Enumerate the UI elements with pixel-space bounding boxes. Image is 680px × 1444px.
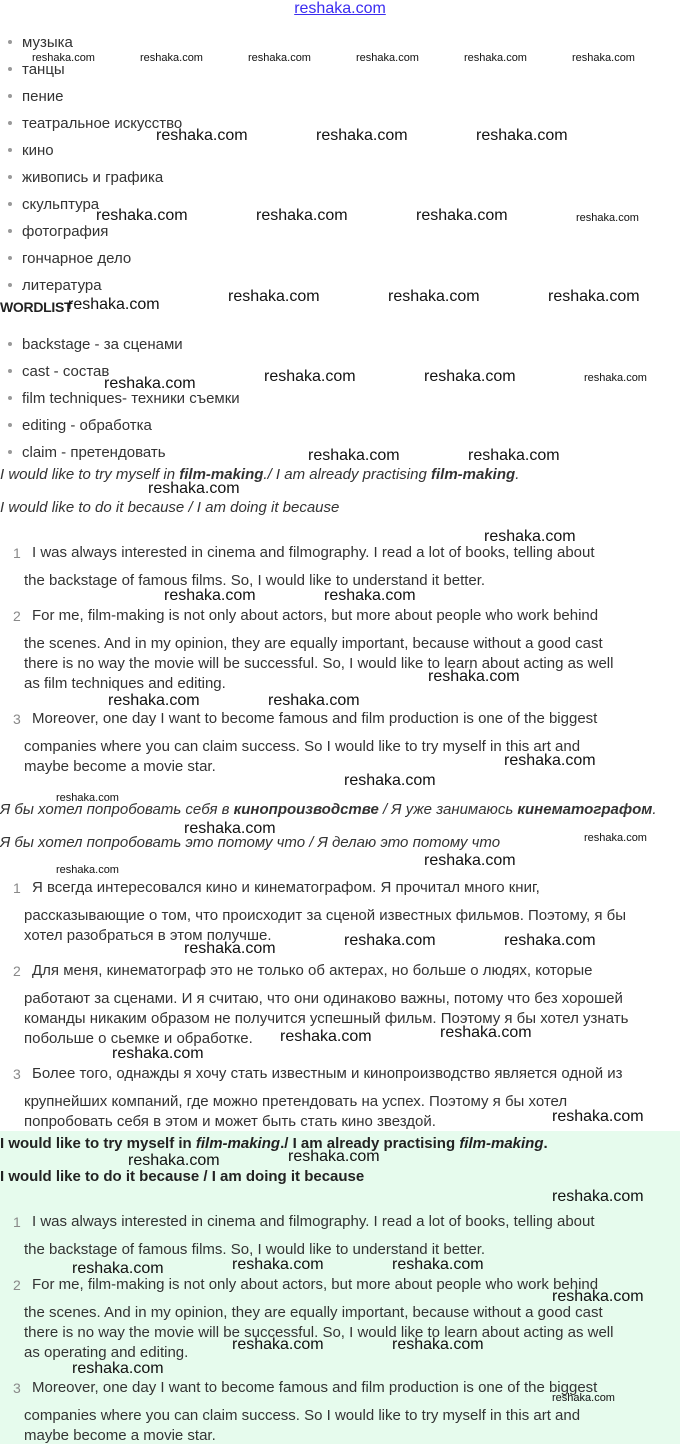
text-line: Я всегда интересовался кино и кинематографом. Я прочитал много книг, — [32, 879, 540, 896]
text-line: рассказывающие о том, что происходит за сценой известных фильмов. Поэтому, я бы — [24, 907, 626, 924]
list-item: литература — [8, 277, 102, 294]
watermark-text: reshaka.com — [464, 52, 527, 64]
text-line: For me, film-making is not only about actors, but more about people who work behind — [32, 1276, 599, 1293]
bullet-icon — [8, 175, 12, 179]
watermark-text: reshaka.com — [392, 1336, 484, 1353]
text-line: there is no way the movie will be successful. So, I would like to learn about acting as well — [24, 655, 614, 672]
watermark-text: reshaka.com — [388, 288, 480, 305]
wordlist-item: editing - обработка — [8, 417, 152, 434]
watermark-text: reshaka.com — [344, 932, 436, 949]
watermark-text: reshaka.com — [108, 692, 200, 709]
watermark-text: reshaka.com — [504, 752, 596, 769]
item-number: 3 — [13, 1380, 21, 1396]
watermark-text: reshaka.com — [424, 368, 516, 385]
bullet-icon — [8, 202, 12, 206]
site-link[interactable]: reshaka.com — [294, 0, 386, 17]
watermark-text: reshaka.com — [552, 1392, 615, 1404]
section-lead: I would like to do it because / I am doing it because — [0, 1168, 365, 1185]
item-number: 2 — [13, 963, 21, 979]
item-number: 3 — [13, 711, 21, 727]
watermark-text: reshaka.com — [572, 52, 635, 64]
bullet-icon — [8, 229, 12, 233]
watermark-text: reshaka.com — [264, 368, 356, 385]
list-item: танцы — [8, 61, 65, 78]
watermark-text: reshaka.com — [184, 940, 276, 957]
bullet-icon — [8, 94, 12, 98]
bullet-icon — [8, 256, 12, 260]
watermark-text: reshaka.com — [232, 1256, 324, 1273]
section-lead: Я бы хотел попробовать себя в кинопроизводстве / Я уже занимаюсь кинематографом. — [0, 801, 657, 818]
watermark-text: reshaka.com — [324, 587, 416, 604]
watermark-text: reshaka.com — [316, 127, 408, 144]
wordlist-item: film techniques- техники съемки — [8, 390, 240, 407]
watermark-text: reshaka.com — [140, 52, 203, 64]
text-line: the backstage of famous films. So, I would like to understand it better. — [24, 1241, 486, 1258]
list-item: скульптура — [8, 196, 99, 213]
item-number: 1 — [13, 880, 21, 896]
text-line: Moreover, one day I want to become famous and film production is one of the biggest — [32, 1379, 598, 1396]
watermark-text: reshaka.com — [440, 1024, 532, 1041]
text-line: крупнейших компаний, где можно претендовать на успех. Поэтому я бы хотел — [24, 1093, 568, 1110]
text-line: the backstage of famous films. So, I would like to understand it better. — [24, 572, 486, 589]
watermark-text: reshaka.com — [268, 692, 360, 709]
bullet-icon — [8, 148, 12, 152]
section-lead: I would like to try myself in film-making./ I am already practising film-making. — [0, 466, 520, 483]
bullet-icon — [8, 450, 12, 454]
bullet-icon — [8, 396, 12, 400]
watermark-text: reshaka.com — [468, 447, 560, 464]
watermark-text: reshaka.com — [232, 1336, 324, 1353]
text-line: Moreover, one day I want to become famous and film production is one of the biggest — [32, 710, 598, 727]
text-line: Более того, однажды я хочу стать известным и кинопроизводство является одной из — [32, 1065, 623, 1082]
item-number: 3 — [13, 1066, 21, 1082]
item-number: 2 — [13, 608, 21, 624]
watermark-text: reshaka.com — [68, 296, 160, 313]
bullet-icon — [8, 369, 12, 373]
wordlist-item: cast - состав — [8, 363, 109, 380]
bullet-icon — [8, 121, 12, 125]
text-line: companies where you can claim success. So I would like to try myself in this art and — [24, 1407, 581, 1424]
list-item: гончарное дело — [8, 250, 131, 267]
bullet-icon — [8, 40, 12, 44]
watermark-text: reshaka.com — [280, 1028, 372, 1045]
watermark-text: reshaka.com — [72, 1360, 164, 1377]
bullet-icon — [8, 283, 12, 287]
watermark-text: reshaka.com — [248, 52, 311, 64]
watermark-text: reshaka.com — [428, 668, 520, 685]
watermark-text: reshaka.com — [552, 1108, 644, 1125]
watermark-text: reshaka.com — [148, 480, 240, 497]
wordlist-item: claim - претендовать — [8, 444, 166, 461]
text-line: as operating and editing. — [24, 1344, 189, 1361]
item-number: 1 — [13, 545, 21, 561]
watermark-text: reshaka.com — [548, 288, 640, 305]
watermark-text: reshaka.com — [424, 852, 516, 869]
watermark-text: reshaka.com — [256, 207, 348, 224]
section-lead: I would like to try myself in film-making./ I am already practising film-making. — [0, 1135, 548, 1152]
list-item: пение — [8, 88, 63, 105]
list-item: живопись и графика — [8, 169, 163, 186]
watermark-text: reshaka.com — [32, 52, 95, 64]
watermark-text: reshaka.com — [416, 207, 508, 224]
section-lead: I would like to do it because / I am doing it because — [0, 499, 340, 516]
text-line: For me, film-making is not only about actors, but more about people who work behind — [32, 607, 599, 624]
watermark-text: reshaka.com — [56, 792, 119, 804]
section-lead: Я бы хотел попробовать это потому что / Я делаю это потому что — [0, 834, 501, 851]
text-line: работают за сценами. И я считаю, что они одинаково важны, потому что без хорошей — [24, 990, 623, 1007]
item-number: 2 — [13, 1277, 21, 1293]
text-line: there is no way the movie will be successful. So, I would like to learn about acting as well — [24, 1324, 614, 1341]
bullet-icon — [8, 423, 12, 427]
watermark-text: reshaka.com — [552, 1188, 644, 1205]
watermark-text: reshaka.com — [288, 1148, 380, 1165]
watermark-text: reshaka.com — [104, 375, 196, 392]
watermark-text: reshaka.com — [504, 932, 596, 949]
text-line: the scenes. And in my opinion, they are equally important, because without a good cast — [24, 635, 603, 652]
text-line: I was always interested in cinema and filmography. I read a lot of books, telling about — [32, 544, 595, 561]
wordlist-item: backstage - за сценами — [8, 336, 183, 353]
bullet-icon — [8, 67, 12, 71]
watermark-text: reshaka.com — [392, 1256, 484, 1273]
watermark-text: reshaka.com — [584, 372, 647, 384]
watermark-text: reshaka.com — [484, 528, 576, 545]
text-line: maybe become a movie star. — [24, 1427, 216, 1444]
text-line: попробовать себя в этом и может быть стать кино звездой. — [24, 1113, 436, 1130]
text-line: companies where you can claim success. So I would like to try myself in this art and — [24, 738, 581, 755]
text-line: maybe become a movie star. — [24, 758, 216, 775]
watermark-text: reshaka.com — [164, 587, 256, 604]
text-line: I was always interested in cinema and filmography. I read a lot of books, telling about — [32, 1213, 595, 1230]
list-item: кино — [8, 142, 54, 159]
watermark-text: reshaka.com — [552, 1288, 644, 1305]
watermark-text: reshaka.com — [344, 772, 436, 789]
watermark-text: reshaka.com — [228, 288, 320, 305]
watermark-text: reshaka.com — [356, 52, 419, 64]
list-item: музыка — [8, 34, 73, 51]
wordlist-heading: WORDLIST — [0, 299, 73, 315]
text-line: as film techniques and editing. — [24, 675, 226, 692]
watermark-text: reshaka.com — [584, 832, 647, 844]
watermark-text: reshaka.com — [96, 207, 188, 224]
watermark-text: reshaka.com — [476, 127, 568, 144]
text-line: Для меня, кинематограф это не только об актерах, но больше о людях, которые — [32, 962, 593, 979]
watermark-text: reshaka.com — [576, 212, 639, 224]
text-line: хотел разобраться в этом получше. — [24, 927, 272, 944]
list-item: фотография — [8, 223, 108, 240]
text-line: the scenes. And in my opinion, they are equally important, because without a good cast — [24, 1304, 603, 1321]
watermark-text: reshaka.com — [308, 447, 400, 464]
watermark-text: reshaka.com — [128, 1152, 220, 1169]
watermark-text: reshaka.com — [184, 820, 276, 837]
text-line: команды никаким образом не получится успешный фильм. Поэтому я бы хотел узнать — [24, 1010, 629, 1027]
watermark-text: reshaka.com — [156, 127, 248, 144]
watermark-text: reshaka.com — [72, 1260, 164, 1277]
watermark-text: reshaka.com — [112, 1045, 204, 1062]
list-item: театральное искусство — [8, 115, 182, 132]
item-number: 1 — [13, 1214, 21, 1230]
watermark-text: reshaka.com — [56, 864, 119, 876]
text-line: побольше о сьемке и обработке. — [24, 1030, 253, 1047]
bullet-icon — [8, 342, 12, 346]
